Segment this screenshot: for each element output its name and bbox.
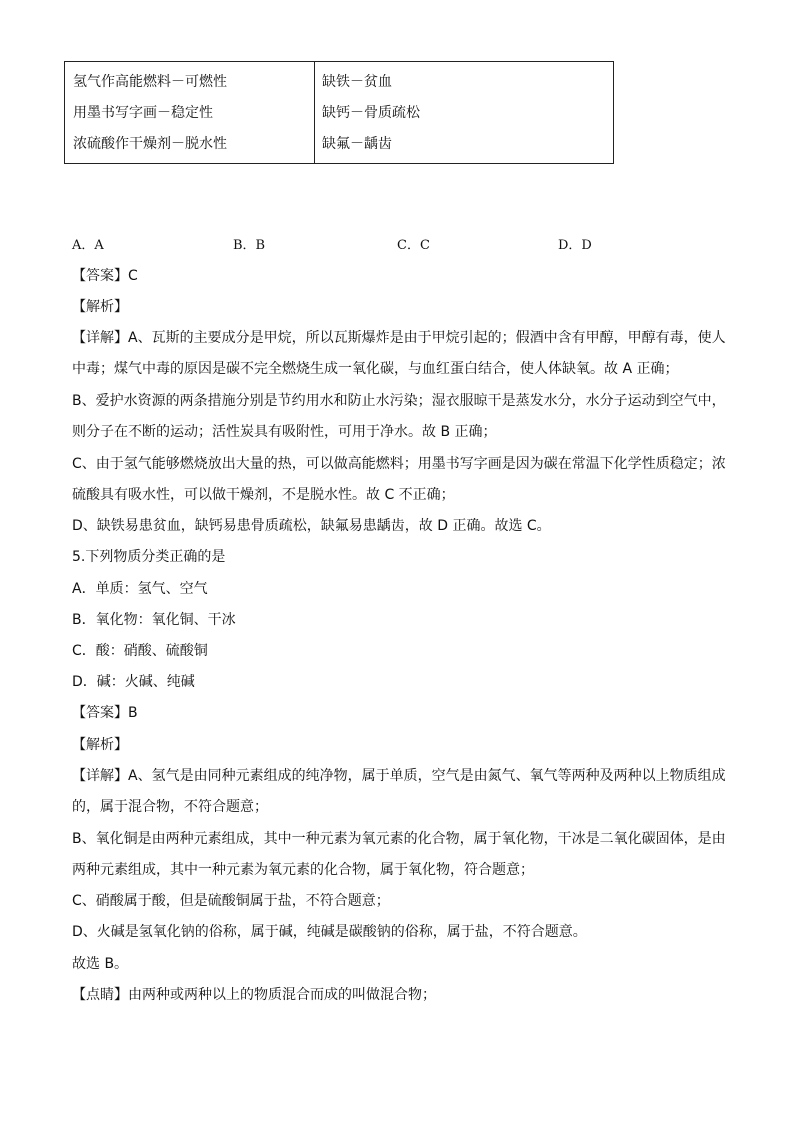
q4-option-a: A．A	[72, 238, 104, 253]
q4-options	[72, 234, 672, 254]
q4-detail-line: D、缺铁易患贫血，缺钙易患骨质疏松，缺氟易患龋齿，故 D 正确。故选 C。	[72, 518, 551, 534]
q4-option-d: D．D	[558, 238, 592, 253]
knowledge-table	[64, 61, 614, 164]
q4-detail-line: 则分子在不断的运动；活性炭具有吸附性，可用于净水。故 B 正确；	[72, 424, 497, 440]
q5-answer: 【答案】B	[72, 705, 138, 721]
q5-detail-line: 故选 B。	[72, 956, 129, 972]
q5-detail-line: D、火碱是氢氧化钠的俗称，属于碱，纯碱是碳酸钠的俗称，属于盐，不符合题意。	[72, 924, 587, 940]
q5-detail-line: 两种元素组成，其中一种元素为氧元素的化合物，属于氧化物，符合题意；	[72, 862, 534, 878]
q4-detail-line: 硫酸具有吸水性，可以做干燥剂，不是脱水性。故 C 不正确；	[72, 487, 455, 503]
table-cell: 浓硫酸作干燥剂－脱水性	[73, 136, 227, 152]
q5-option-d: D．碱：火碱、纯碱	[72, 674, 195, 690]
q4-option-b: B．B	[233, 238, 266, 253]
q4-analysis-heading: 【解析】	[72, 299, 128, 315]
q5-detail-line: 的，属于混合物，不符合题意；	[72, 799, 268, 815]
q5-analysis-heading: 【解析】	[72, 737, 128, 753]
table-cell: 氢气作高能燃料－可燃性	[73, 74, 227, 90]
table-cell: 缺氟－龋齿	[322, 136, 392, 152]
q5-detail-line: C、硝酸属于酸，但是硫酸铜属于盐，不符合题意；	[72, 893, 390, 909]
table-cell: 用墨书写字画－稳定性	[73, 105, 213, 121]
table-cell: 缺铁－贫血	[322, 74, 392, 90]
table-left-column	[65, 62, 315, 163]
q4-detail-line: B、爱护水资源的两条措施分别是节约用水和防止水污染；湿衣服晾干是蒸发水分，水分子运动到空气中，	[72, 393, 726, 409]
q4-detail-line: 【详解】A、瓦斯的主要成分是甲烷，所以瓦斯爆炸是由于甲烷引起的；假酒中含有甲醇，甲醇有毒，使人	[72, 330, 726, 346]
q4-answer: 【答案】C	[72, 268, 138, 284]
q5-option-b: B．氧化物：氧化铜、干冰	[72, 612, 236, 628]
q5-detail-line: B、氧化铜是由两种元素组成，其中一种元素为氧元素的化合物，属于氧化物，干冰是二氧化碳固体，是由	[72, 831, 726, 847]
q4-detail-line: C、由于氢气能够燃烧放出大量的热，可以做高能燃料；用墨书写字画是因为碳在常温下化学性质稳定；浓	[72, 456, 726, 472]
q4-option-c: C．C	[397, 238, 430, 253]
q5-tip: 【点睛】由两种或两种以上的物质混合而成的叫做混合物；	[72, 987, 436, 1003]
q4-detail-line: 中毒；煤气中毒的原因是碳不完全燃烧生成一氧化碳，与血红蛋白结合，使人体缺氧。故 A 正确；	[72, 361, 679, 377]
table-right-column	[315, 62, 613, 163]
q5-stem: 5.下列物质分类正确的是	[72, 549, 226, 565]
q5-option-a: A．单质：氢气、空气	[72, 581, 208, 597]
table-cell: 缺钙－骨质疏松	[322, 105, 420, 121]
q5-option-c: C．酸：硝酸、硫酸铜	[72, 643, 208, 659]
q5-detail-line: 【详解】A、氢气是由同种元素组成的纯净物，属于单质，空气是由氮气、氧气等两种及两种以上物质组成	[72, 768, 726, 784]
